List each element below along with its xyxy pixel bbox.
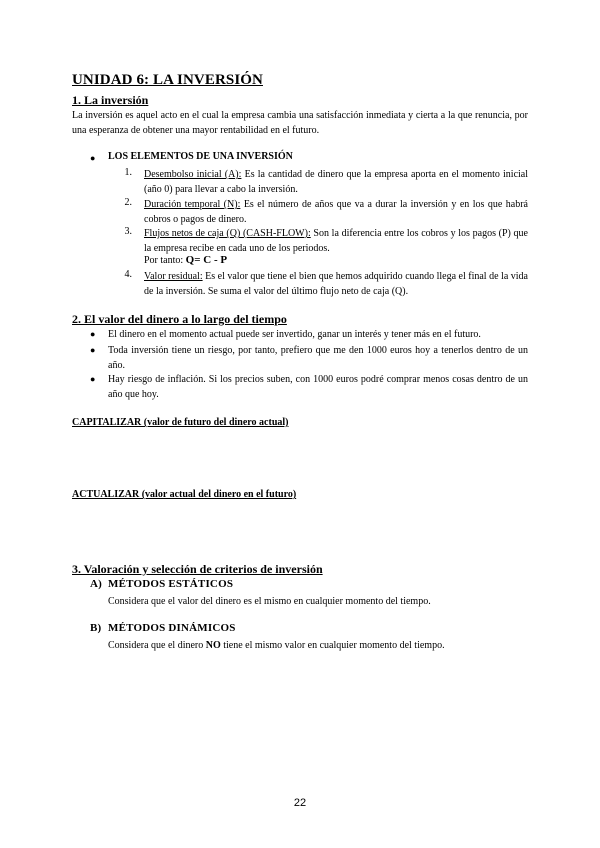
list-item-valor-residual (144, 269, 528, 299)
method-b-text-bold: NO (205, 640, 221, 651)
method-b-title: MÉTODOS DINÁMICOS (108, 622, 236, 634)
method-b-text (108, 638, 528, 653)
method-a-text: Considera que el valor del dinero es el mismo en cualquier momento del tiempo. (108, 596, 431, 607)
list-item-term: Valor residual: (144, 271, 203, 282)
elements-title: LOS ELEMENTOS DE UNA INVERSIÓN (108, 151, 293, 162)
list-item-flujos (144, 226, 528, 256)
list-item-text: Es el valor que tiene el bien que hemos adquirido cuando llega el final de la vida de la inversión. Se suma el valor del último flujo neto de caja (Q). (144, 271, 528, 297)
section-2-heading: 2. El valor del dinero a lo largo del tiempo (72, 312, 287, 326)
method-a-title: MÉTODOS ESTÁTICOS (108, 578, 234, 590)
bullet-dot: ● (90, 329, 96, 339)
section-1-paragraph: La inversión es aquel acto en el cual la empresa cambia una satisfacción inmediata y cierta a la que renuncia, por una esperanza de obtener una mayor rentabilidad en el futuro. (72, 110, 528, 136)
method-b-text-post: tiene el mismo valor en cualquier momento del tiempo. (220, 640, 445, 651)
formula-line (144, 254, 227, 266)
list-item-text: Son la diferencia entre los cobros y los pagos (P) que la empresa recibe en cada uno de los periodos. (144, 228, 528, 254)
list-number: 2. (124, 197, 132, 208)
list-number: 3. (124, 226, 132, 237)
page-number: 22 (293, 797, 307, 809)
list-item-term: Duración temporal (N): (144, 199, 241, 210)
bullet-dot: ● (90, 374, 96, 384)
bullet-item: Hay riesgo de inflación. Si los precios suben, con 1000 euros podré comprar menos cosas dentro de un año que hoy. (108, 374, 528, 400)
section-1-heading: 1. La inversión (72, 93, 149, 107)
list-item-term: Desembolso inicial (A): (144, 169, 242, 180)
list-item-duracion (144, 197, 528, 227)
method-b-text-pre: Considera que el dinero (108, 640, 206, 651)
method-a-label: A) (90, 578, 103, 590)
bullet-item: El dinero en el momento actual puede ser invertido, ganar un interés y tener más en el futuro. (108, 329, 481, 340)
list-item-text: Es la cantidad de dinero que la empresa aporta en el momento inicial (año 0) para llevar a cabo la inversión. (144, 169, 528, 195)
bullet-dot: ● (90, 153, 96, 163)
page-title: UNIDAD 6: LA INVERSIÓN (72, 72, 263, 88)
list-item-desembolso (144, 167, 528, 197)
list-number: 1. (124, 167, 132, 178)
actualizar-heading: ACTUALIZAR (valor actual del dinero en el futuro) (72, 489, 297, 500)
list-item-term: Flujos netos de caja (Q) (CASH-FLOW): (144, 228, 311, 239)
bullet-dot: ● (90, 345, 96, 355)
bullet-item: Toda inversión tiene un riesgo, por tanto, prefiero que me den 1000 euros hoy a tenerlos dentro de un año. (108, 345, 528, 371)
method-b-label: B) (90, 622, 102, 634)
formula-label: Por tanto: (144, 255, 186, 266)
list-item-text: Es el número de años que va a durar la inversión y en los que habrá cobros o pagos de dinero. (144, 199, 528, 225)
capitalizar-heading: CAPITALIZAR (valor de futuro del dinero actual) (72, 417, 289, 428)
section-3-heading: 3. Valoración y selección de criterios de inversión (72, 562, 323, 576)
formula: Q= C - P (185, 254, 228, 266)
list-number: 4. (124, 269, 132, 280)
